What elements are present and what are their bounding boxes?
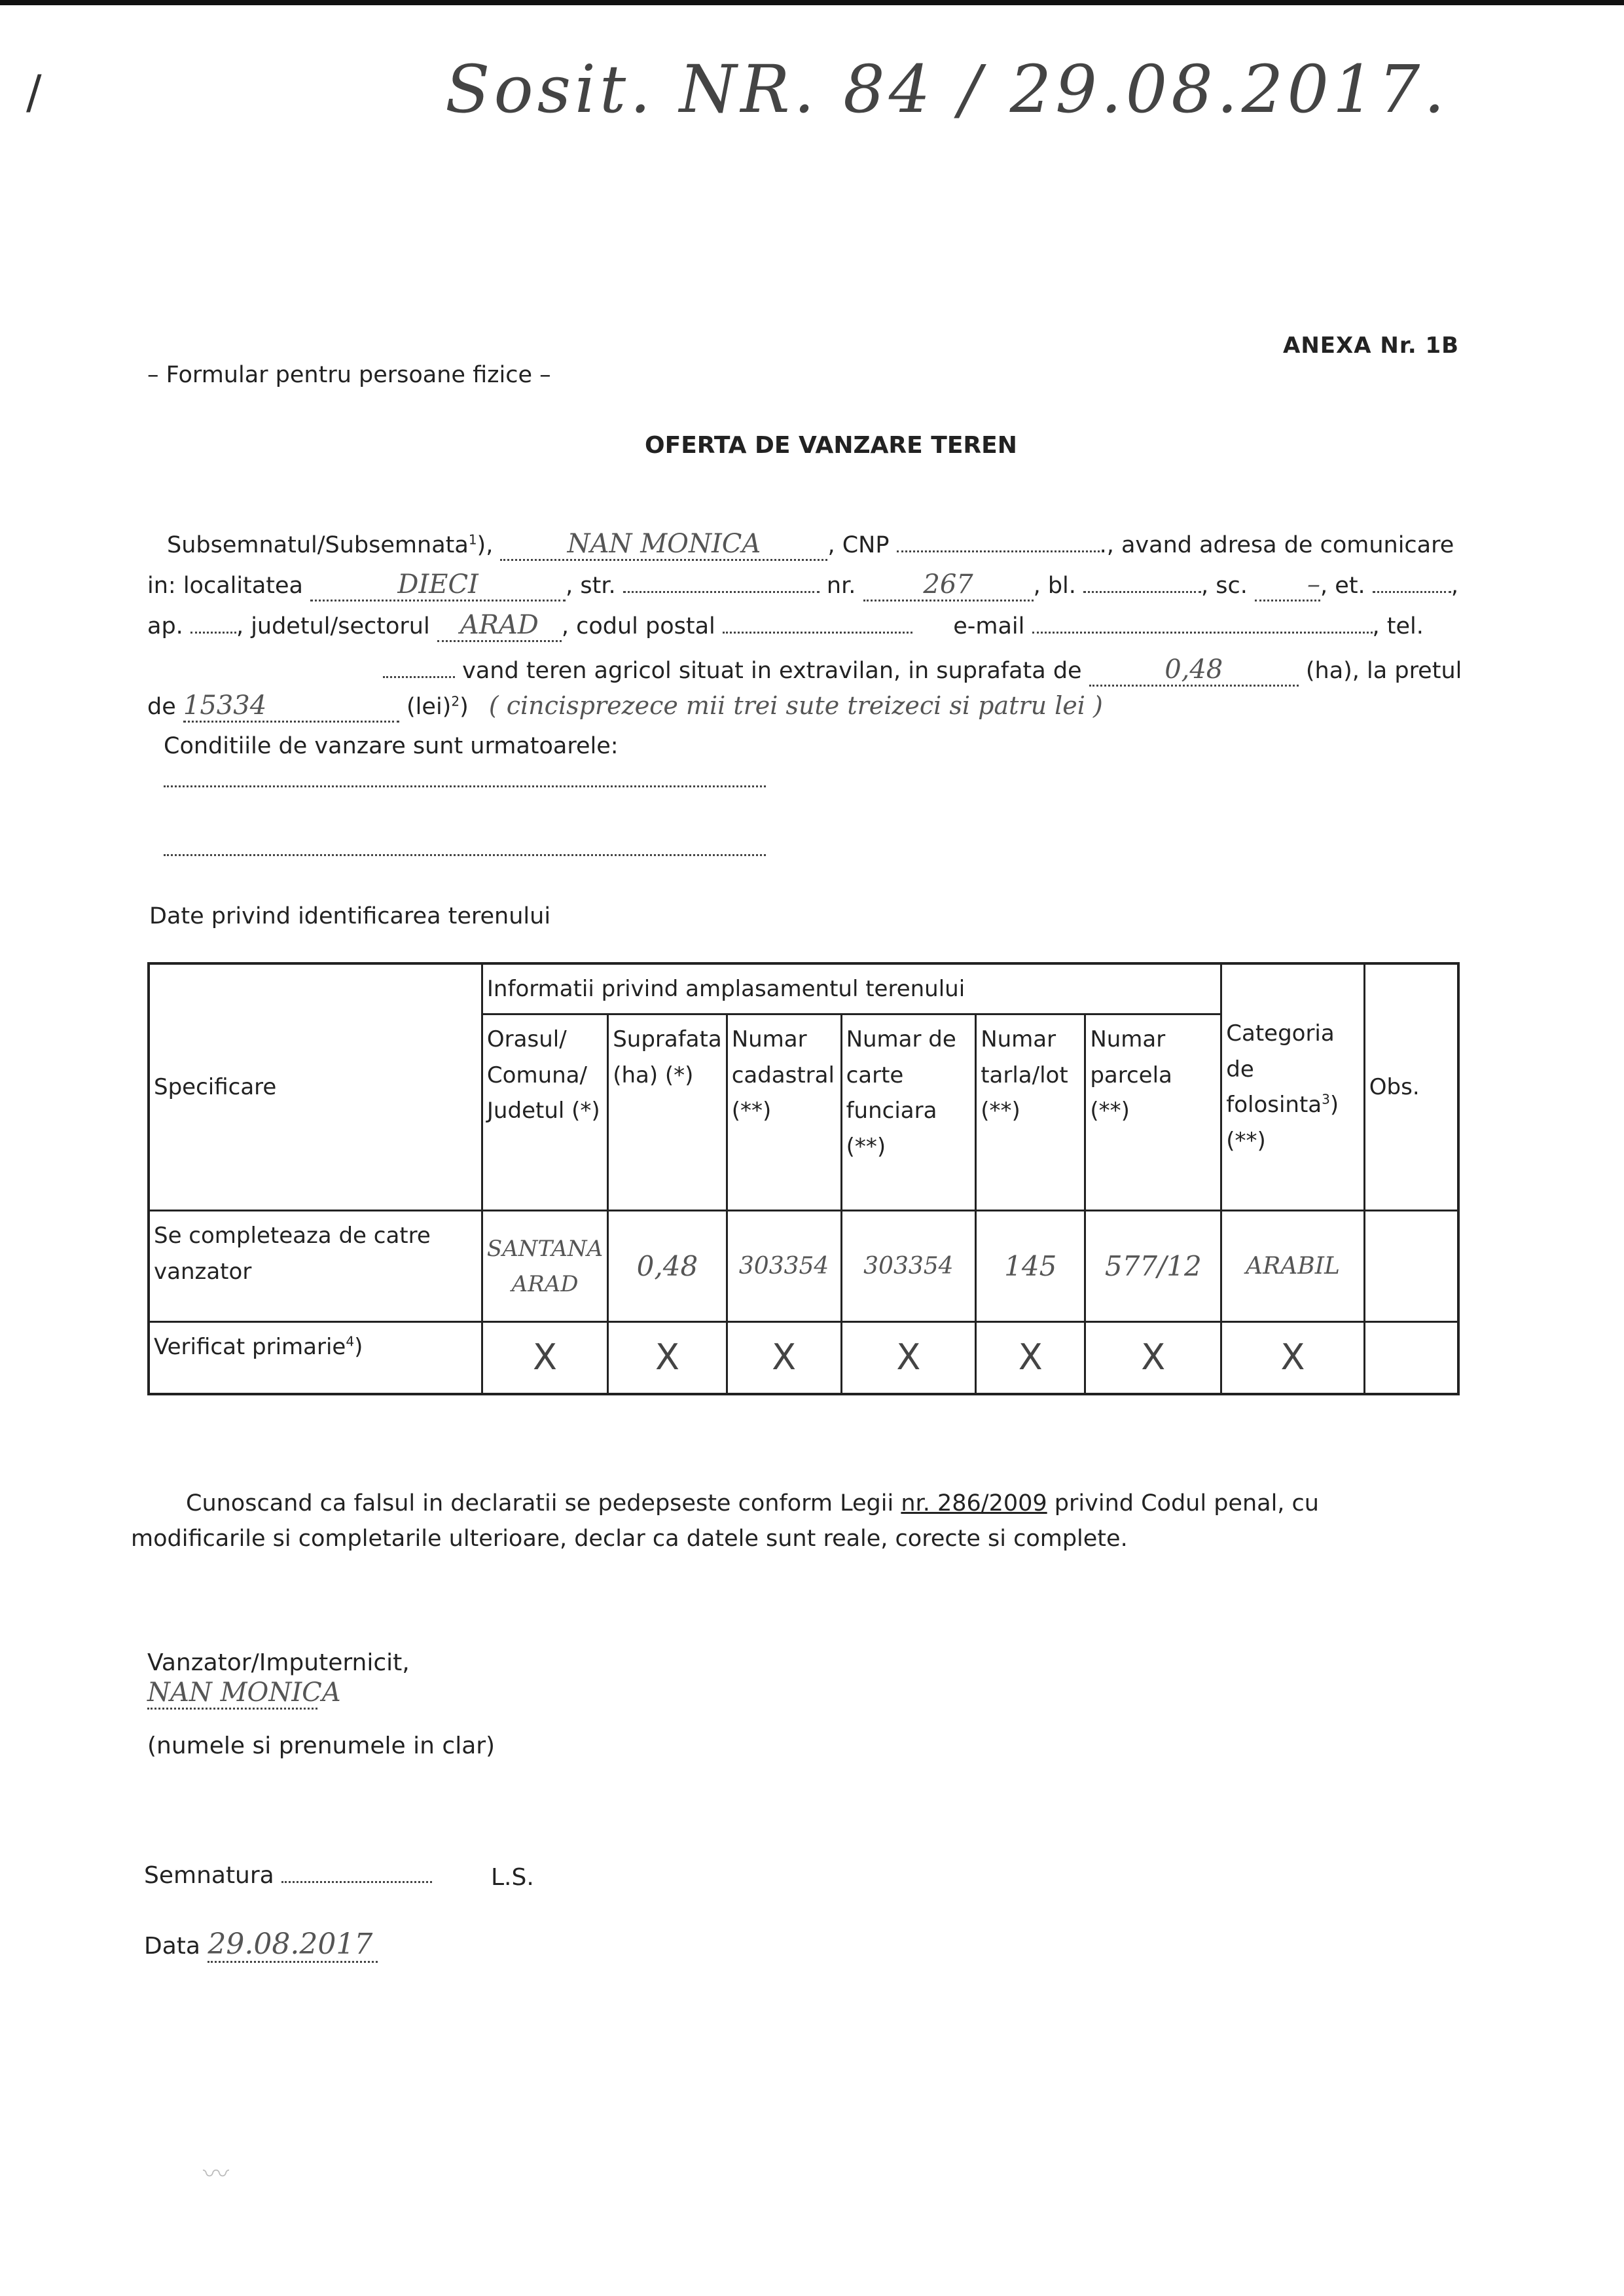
declaration-paragraph <box>131 1486 1440 1557</box>
et-field[interactable] <box>1373 591 1451 593</box>
conditiile-line-2[interactable] <box>164 848 766 856</box>
scan-smudge: 〰 <box>203 2159 229 2189</box>
header-categoria-tail: ) (**) <box>1226 1092 1339 1154</box>
vand-teren-text: vand teren agricol situat in extravilan, in suprafata de <box>462 658 1082 684</box>
header-cadastral: Numar cadastral (**) <box>727 1014 841 1211</box>
law-reference[interactable]: nr. 286/2009 <box>901 1490 1047 1516</box>
subsemnatul-label: Subsemnatul/Subsemnata <box>167 532 469 558</box>
line-subsemnatul: Subsemnatul/Subsemnata$^1$), NAN MONICA , CNP ., avand adresa de comunicare <box>167 529 1454 561</box>
cnp-label: , CNP <box>827 532 890 558</box>
header-obs: Obs. <box>1364 963 1458 1211</box>
cell-obs-verificat[interactable] <box>1364 1322 1458 1394</box>
cell-obs[interactable] <box>1364 1211 1458 1322</box>
pret-in-words: ( cincisprezece mii trei sute treizeci si patru lei ) <box>488 691 1103 720</box>
str-field[interactable] <box>623 591 820 593</box>
declaration-text-1: Cunoscand ca falsul in declaratii se pedepseste conform Legii <box>186 1490 894 1516</box>
corner-mark: / <box>26 65 42 119</box>
de-label: de <box>147 694 176 720</box>
cell-orasul[interactable]: SANTANA ARAD <box>482 1211 607 1322</box>
header-parcela: Numar parcela (**) <box>1085 1014 1221 1211</box>
vanzator-name-value: NAN MONICA <box>147 1677 317 1710</box>
cell-carte-funciara[interactable]: 303354 <box>841 1211 976 1322</box>
footnote-1: 1 <box>468 531 477 548</box>
semnatura-label: Semnatura <box>144 1862 274 1889</box>
str-label: , str. <box>566 573 616 599</box>
check-mark[interactable]: X <box>482 1322 607 1394</box>
table-row <box>149 1211 1458 1322</box>
line-localitatea: in: localitatea DIECI , str. nr. 267 , bl. , sc. –, et. , <box>147 569 1458 601</box>
declaration-text-2: privind Codul penal, cu modificarile si completarile ulterioare, declar ca datele sunt reale, corecte si complete. <box>131 1490 1319 1552</box>
anexa-label: ANEXA Nr. 1B <box>1283 332 1460 359</box>
semnatura-field[interactable] <box>281 1881 432 1883</box>
check-mark[interactable]: X <box>841 1322 976 1394</box>
suprafata-value: 0,48 <box>1164 655 1223 685</box>
cnp-field[interactable] <box>897 550 1100 552</box>
email-label: e-mail <box>953 613 1025 639</box>
header-orasul: Orasul/ Comuna/ Judetul (*) <box>482 1014 607 1211</box>
seller-name-value: NAN MONICA <box>567 529 761 559</box>
codul-postal-field[interactable] <box>723 632 912 634</box>
check-mark[interactable]: X <box>608 1322 727 1394</box>
cell-tarla[interactable]: 145 <box>976 1211 1085 1322</box>
footnote-4: 4 <box>346 1334 355 1350</box>
header-carte-funciara: Numar de carte funciara (**) <box>841 1014 976 1211</box>
judetul-field[interactable] <box>437 610 562 642</box>
pret-field[interactable] <box>183 691 399 723</box>
form-type: – Formular pentru persoane fizice – <box>147 362 551 388</box>
footnote-2: 2 <box>451 693 460 709</box>
data-value[interactable]: 29.08.2017 <box>208 1928 378 1963</box>
sc-label: , sc. <box>1201 573 1248 599</box>
et-label: , et. <box>1320 573 1365 599</box>
line-judetul <box>147 610 1424 642</box>
nr-value: 267 <box>923 569 973 600</box>
header-categoria <box>1221 963 1365 1211</box>
ap-label: ap. <box>147 613 183 639</box>
judetul-label: , judetul/sectorul <box>236 613 430 639</box>
ha-pretul-text: (ha), la pretul <box>1305 658 1462 684</box>
nr-field[interactable] <box>863 569 1034 601</box>
row-vanzator-label: Se completeaza de catre vanzator <box>149 1211 482 1322</box>
tel-label: , tel. <box>1372 613 1424 639</box>
cell-suprafata[interactable]: 0,48 <box>608 1211 727 1322</box>
footnote-3: 3 <box>1322 1091 1330 1107</box>
land-identification-table <box>147 962 1460 1395</box>
line-vand-teren <box>383 655 1462 687</box>
registration-number: Sosit. NR. 84 / 29.08.2017. <box>445 51 1449 128</box>
seller-name-field[interactable] <box>500 529 827 561</box>
suprafata-field[interactable] <box>1089 655 1299 687</box>
sc-value: – <box>1307 569 1321 600</box>
ap-field[interactable] <box>190 632 236 634</box>
semnatura-line <box>144 1862 432 1889</box>
check-mark[interactable]: X <box>1221 1322 1365 1394</box>
bl-field[interactable] <box>1083 591 1201 593</box>
ls-label: L.S. <box>491 1864 534 1891</box>
page-title: OFERTA DE VANZARE TEREN <box>645 432 1017 459</box>
localitatea-field[interactable] <box>310 569 566 601</box>
codul-postal-label: , codul postal <box>561 613 715 639</box>
tel-field[interactable] <box>383 676 455 678</box>
row-verificat-label: Verificat primarie$^4$) <box>149 1322 482 1394</box>
check-mark[interactable]: X <box>1085 1322 1221 1394</box>
vanzator-label: Vanzator/Imputernicit, <box>147 1649 410 1676</box>
date-identificare-heading: Date privind identificarea terenului <box>149 903 551 929</box>
check-mark[interactable]: X <box>727 1322 841 1394</box>
line-pret: de 15334 (lei)$^2$) ( cincisprezece mii trei sute treizeci si patru lei ) <box>147 691 1103 723</box>
cell-parcela[interactable]: 577/12 <box>1085 1211 1221 1322</box>
sc-field[interactable] <box>1255 569 1320 601</box>
cell-categoria[interactable]: ARABIL <box>1221 1211 1365 1322</box>
table-row <box>149 1322 1458 1394</box>
header-categoria-text: Categoria de folosinta <box>1226 1020 1335 1119</box>
pret-value: 15334 <box>183 691 267 721</box>
nr-label: nr. <box>826 573 856 599</box>
cell-cadastral[interactable]: 303354 <box>727 1211 841 1322</box>
data-line <box>144 1928 378 1963</box>
email-field[interactable] <box>1032 632 1373 634</box>
conditiile-line-1[interactable] <box>164 779 766 787</box>
bl-label: , bl. <box>1033 573 1076 599</box>
scan-top-border <box>0 0 1624 5</box>
data-label: Data <box>144 1933 200 1960</box>
numele-label: (numele si prenumele in clar) <box>147 1732 496 1759</box>
judetul-value: ARAD <box>460 610 539 640</box>
lei-label: (lei) <box>406 694 452 720</box>
localitatea-value: DIECI <box>397 569 478 600</box>
header-suprafata: Suprafata (ha) (*) <box>608 1014 727 1211</box>
verificat-text: Verificat primarie <box>154 1334 346 1361</box>
header-tarla: Numar tarla/lot (**) <box>976 1014 1085 1211</box>
vanzator-name-field[interactable] <box>147 1676 341 1710</box>
localitatea-label: in: localitatea <box>147 573 303 599</box>
header-specificare: Specificare <box>149 963 482 1211</box>
conditiile-label: Conditiile de vanzare sunt urmatoarele: <box>164 733 619 759</box>
header-info-amplasament: Informatii privind amplasamentul terenului <box>482 963 1221 1014</box>
avand-adresa-label: ., avand adresa de comunicare <box>1099 532 1454 558</box>
check-mark[interactable]: X <box>976 1322 1085 1394</box>
